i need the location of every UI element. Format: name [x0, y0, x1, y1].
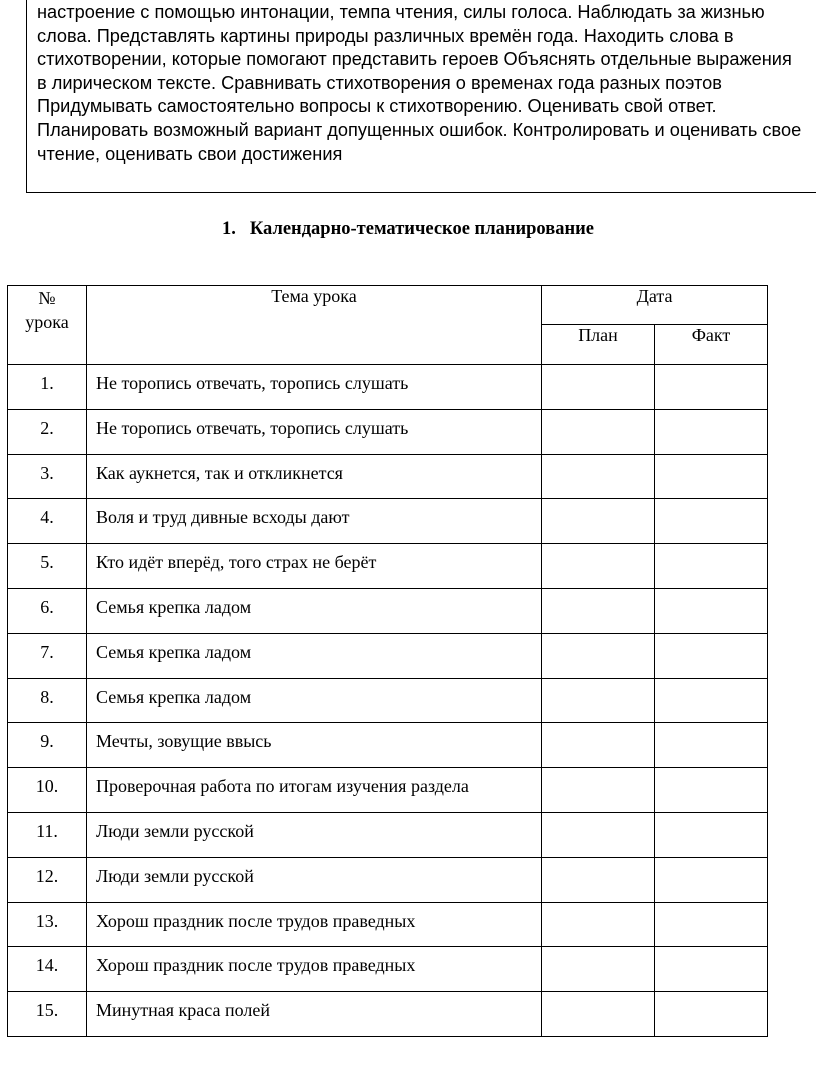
fact-date-cell — [655, 768, 768, 813]
fact-date-cell — [655, 365, 768, 410]
fact-date-cell — [655, 588, 768, 633]
fact-date-cell — [655, 857, 768, 902]
plan-date-cell — [542, 992, 655, 1037]
lesson-topic-cell: Не торопись отвечать, торопись слушать — [87, 365, 542, 410]
plan-date-cell — [542, 409, 655, 454]
plan-date-cell — [542, 902, 655, 947]
lesson-topic-cell: Кто идёт вперёд, того страх не берёт — [87, 544, 542, 589]
fact-date-cell — [655, 947, 768, 992]
table-row — [8, 409, 768, 454]
fact-date-cell — [655, 499, 768, 544]
lesson-number-cell: 15. — [8, 992, 87, 1037]
lesson-topic-cell: Хорош праздник после трудов праведных — [87, 902, 542, 947]
plan-date-cell — [542, 588, 655, 633]
lesson-topic-cell: Семья крепка ладом — [87, 633, 542, 678]
table-row — [8, 812, 768, 857]
lesson-topic-cell: Мечты, зовущие ввысь — [87, 723, 542, 768]
fact-date-cell — [655, 812, 768, 857]
lesson-topic-cell: Хорош праздник после трудов праведных — [87, 947, 542, 992]
intro-box — [26, 0, 816, 193]
table-row — [8, 678, 768, 723]
table-row — [8, 947, 768, 992]
lesson-number-cell: 11. — [8, 812, 87, 857]
lesson-number-cell: 6. — [8, 588, 87, 633]
lesson-topic-cell: Не торопись отвечать, торопись слушать — [87, 409, 542, 454]
table-row — [8, 768, 768, 813]
lesson-number-cell: 14. — [8, 947, 87, 992]
lesson-topic-cell: Минутная краса полей — [87, 992, 542, 1037]
lesson-number-cell: 1. — [8, 365, 87, 410]
table-row — [8, 723, 768, 768]
table-row — [8, 633, 768, 678]
lesson-number-cell: 2. — [8, 409, 87, 454]
plan-date-cell — [542, 544, 655, 589]
fact-date-cell — [655, 454, 768, 499]
lesson-topic-cell: Люди земли русской — [87, 812, 542, 857]
lesson-number-cell: 12. — [8, 857, 87, 902]
plan-date-cell — [542, 454, 655, 499]
lesson-topic-cell: Люди земли русской — [87, 857, 542, 902]
lesson-number-cell: 10. — [8, 768, 87, 813]
header-plan: План — [542, 324, 655, 364]
plan-date-cell — [542, 499, 655, 544]
plan-date-cell — [542, 768, 655, 813]
lesson-number-cell: 3. — [8, 454, 87, 499]
header-date: Дата — [542, 286, 768, 325]
fact-date-cell — [655, 678, 768, 723]
table-row — [8, 365, 768, 410]
section-title: Календарно-тематическое планирование — [249, 219, 594, 239]
table-row — [8, 544, 768, 589]
section-heading — [0, 219, 816, 240]
fact-date-cell — [655, 723, 768, 768]
plan-date-cell — [542, 365, 655, 410]
header-topic: Тема урока — [87, 286, 542, 365]
section-number: 1. — [221, 219, 236, 239]
intro-text: настроение с помощью интонации, темпа чтения, силы голоса. Наблюдать за жизнью слова. Представлять картины природы различных времён года. Находить слова в стихотворении, которые помогают представить героев Объяснять отдельные выражения в лирическом тексте. Сравнивать стихотворения о временах года разных поэтов Придумывать самостоятельно вопросы к стихотворению. Оценивать свой ответ. Планировать возможный вариант допущенных ошибок. Контролировать и оценивать свое чтение, оценивать свои достижения — [37, 2, 802, 164]
lesson-plan-table — [7, 285, 768, 1037]
lesson-number-cell: 7. — [8, 633, 87, 678]
lesson-number-cell: 5. — [8, 544, 87, 589]
table-row — [8, 857, 768, 902]
lesson-topic-cell: Семья крепка ладом — [87, 678, 542, 723]
lesson-number-cell: 8. — [8, 678, 87, 723]
lesson-number-cell: 13. — [8, 902, 87, 947]
table-row — [8, 588, 768, 633]
fact-date-cell — [655, 544, 768, 589]
lesson-number-cell: 9. — [8, 723, 87, 768]
table-row — [8, 902, 768, 947]
plan-date-cell — [542, 633, 655, 678]
table-row — [8, 992, 768, 1037]
table-row — [8, 499, 768, 544]
header-lesson-number: № урока — [8, 286, 87, 365]
plan-date-cell — [542, 857, 655, 902]
lesson-topic-cell: Семья крепка ладом — [87, 588, 542, 633]
table-row — [8, 454, 768, 499]
fact-date-cell — [655, 633, 768, 678]
fact-date-cell — [655, 992, 768, 1037]
lesson-number-cell: 4. — [8, 499, 87, 544]
lesson-topic-cell: Воля и труд дивные всходы дают — [87, 499, 542, 544]
fact-date-cell — [655, 409, 768, 454]
header-fact: Факт — [655, 324, 768, 364]
plan-date-cell — [542, 812, 655, 857]
fact-date-cell — [655, 902, 768, 947]
plan-date-cell — [542, 678, 655, 723]
lesson-topic-cell: Проверочная работа по итогам изучения раздела — [87, 768, 542, 813]
plan-date-cell — [542, 947, 655, 992]
plan-date-cell — [542, 723, 655, 768]
lesson-topic-cell: Как аукнется, так и откликнется — [87, 454, 542, 499]
